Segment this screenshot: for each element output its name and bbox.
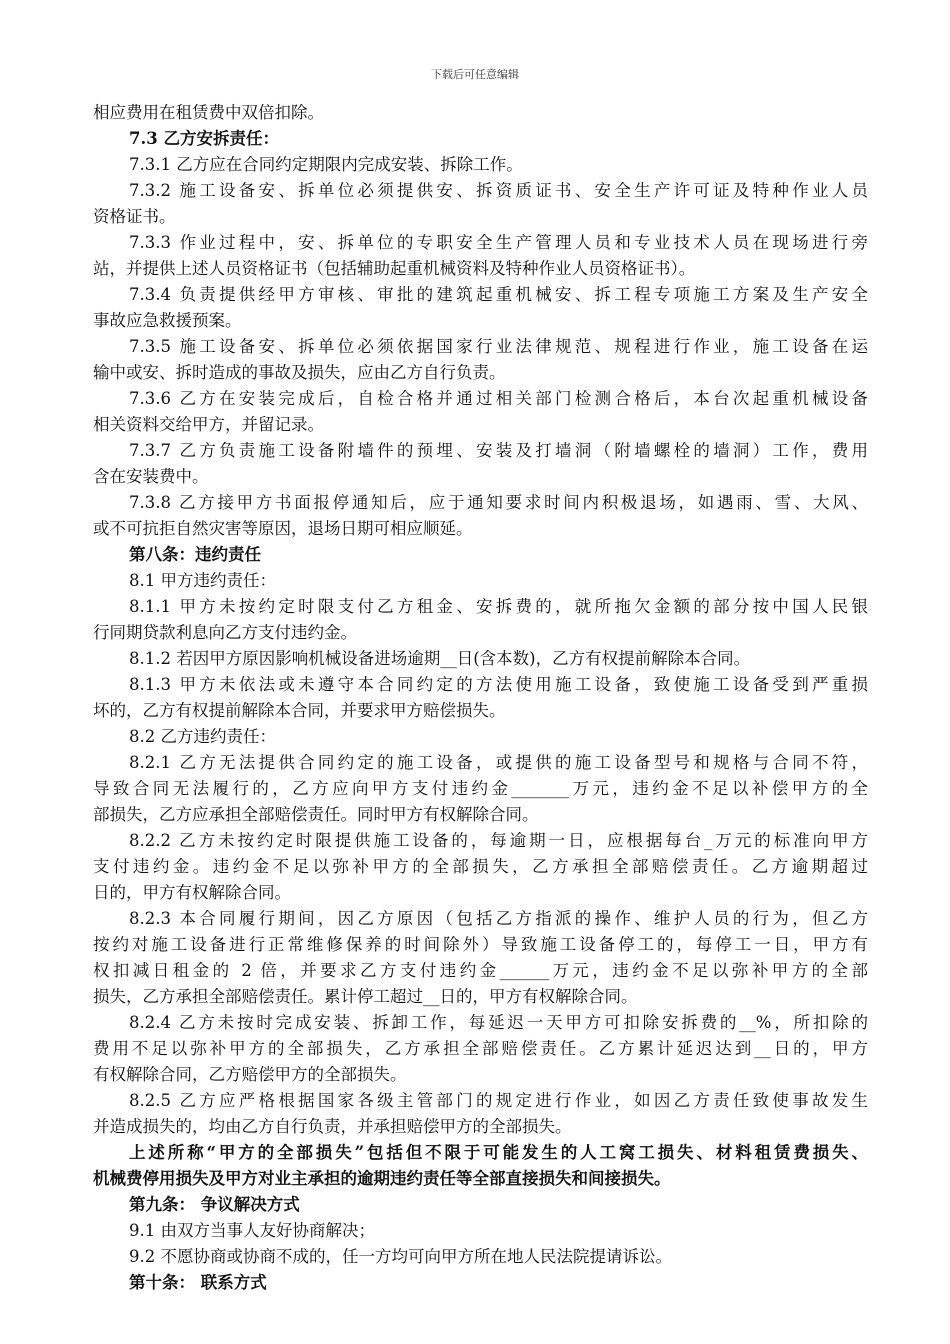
document-line: 7.3.2 施工设备安、拆单位必须提供安、拆资质证书、安全生产许可证及特种作业人员 [129,181,868,200]
document-line: 7.3.3 作业过程中，安、拆单位的专职安全生产管理人员和专业技术人员在现场进行旁 [129,233,868,252]
document-line: 第八条：违约责任 [129,545,261,564]
document-line: 按约对施工设备进行正常维修保养的时间除外）导致施工设备停工的，每停工一日，甲方有 [93,935,868,954]
document-line: 或不可抗拒自然灾害等原因，退场日期可相应顺延。 [93,519,473,538]
document-line: 8.2.5 乙方应严格根据国家各级主管部门的规定进行作业，如因乙方责任致使事故发生 [129,1091,868,1110]
document-line: 8.2.4 乙方未按时完成安装、拆卸工作，每延迟一天甲方可扣除安拆费的__%，所扣除的 [129,1013,868,1032]
document-line: 坏的，乙方有权提前解除本合同，并要求甲方赔偿损失。 [93,701,506,720]
document-body [93,100,868,1296]
document-line: 8.2.3 本合同履行期间，因乙方原因（包括乙方指派的操作、维护人员的行为，但乙方 [129,909,868,928]
document-line: 上述所称“甲方的全部损失”包括但不限于可能发生的人工窝工损失、材料租赁费损失、 [129,1143,868,1162]
document-line: 7.3.6 乙方在安装完成后，自检合格并通过相关部门检测合格后，本台次起重机械设备 [129,389,868,408]
document-line: 机械费停用损失及甲方对业主承担的逾期违约责任等全部直接损失和间接损失。 [93,1169,671,1188]
document-line: 损失，乙方承担全部赔偿责任。累计停工超过__日的，甲方有权解除合同。 [93,987,638,1006]
document-line: 站，并提供上述人员资格证书（包括辅助起重机械资料及特种作业人员资格证书）。 [93,259,696,278]
document-line: 费用不足以弥补甲方的全部损失，乙方承担全部赔偿责任。乙方累计延迟达到__日的，甲方 [93,1039,868,1058]
document-line: 8.1.1 甲方未按约定时限支付乙方租金、安拆费的，就所拖欠金额的部分按中国人民银 [129,597,868,616]
document-line: 输中或安、拆时造成的事故及损失，应由乙方自行负责。 [93,363,506,382]
document-line: 7.3.5 施工设备安、拆单位必须依据国家行业法律规范、规程进行作业，施工设备在运 [129,337,868,356]
document-line: 资格证书。 [93,207,176,226]
document-line: 事故应急救援预案。 [93,311,242,330]
document-line: 8.1.3 甲方未依法或未遵守本合同约定的方法使用施工设备，致使施工设备受到严重损 [129,675,868,694]
page-header: 下载后可任意编辑 [431,68,519,81]
document-line: 8.2.2 乙方未按约定时限提供施工设备的，每逾期一日，应根据每台_万元的标准向甲方 [129,831,868,850]
document-line: 7.3.7 乙方负责施工设备附墙件的预埋、安装及打墙洞（附墙螺栓的墙洞）工作，费用 [129,441,868,460]
document-line: 第九条： 争议解决方式 [129,1195,300,1214]
document-line: 第十条： 联系方式 [129,1273,267,1292]
document-line: 8.1 甲方违约责任： [129,571,276,590]
document-line: 部损失，乙方应承担全部赔偿责任。同时甲方有权解除合同。 [93,805,539,824]
document-line: 支付违约金。违约金不足以弥补甲方的全部损失，乙方承担全部赔偿责任。乙方逾期超过 [93,857,868,876]
document-line: 日的，甲方有权解除合同。 [93,883,291,902]
document-line: 有权解除合同，乙方赔偿甲方的全部损失。 [93,1065,407,1084]
document-line: 权扣减日租金的 2 倍，并要求乙方支付违约金______万元，违约金不足以弥补甲方的全部 [93,961,868,980]
document-line: 7.3.4 负责提供经甲方审核、审批的建筑起重机械安、拆工程专项施工方案及生产安全 [129,285,868,304]
document-line: 行同期贷款利息向乙方支付违约金。 [93,623,357,642]
document-line: 导致合同无法履行的，乙方应向甲方支付违约金_______万元，违约金不足以补偿甲方的全 [93,779,868,798]
document-line: 8.2 乙方违约责任： [129,727,276,746]
document-line: 并造成损失的，均由乙方自行负责，并承担赔偿甲方的全部损失。 [93,1117,572,1136]
document-line: 7.3 乙方安拆责任： [129,129,279,148]
document-line: 含在安装费中。 [93,467,209,486]
document-line: 7.3.8 乙方接甲方书面报停通知后，应于通知要求时间内积极退场，如遇雨、雪、大风、 [129,493,868,512]
document-line: 相应费用在租赁费中双倍扣除。 [93,103,324,122]
document-line: 9.1 由双方当事人友好协商解决； [129,1221,375,1240]
document-line: 9.2 不愿协商或协商不成的，任一方均可向甲方所在地人民法院提请诉讼。 [129,1247,672,1266]
document-line: 相关资料交给甲方，并留记录。 [93,415,324,434]
document-line: 8.2.1 乙方无法提供合同约定的施工设备，或提供的施工设备型号和规格与合同不符， [129,753,868,772]
document-line: 7.3.1 乙方应在合同约定期限内完成安装、拆除工作。 [129,155,523,174]
document-line: 8.1.2 若因甲方原因影响机械设备进场逾期__日(含本数)，乙方有权提前解除本合同。 [129,649,751,668]
